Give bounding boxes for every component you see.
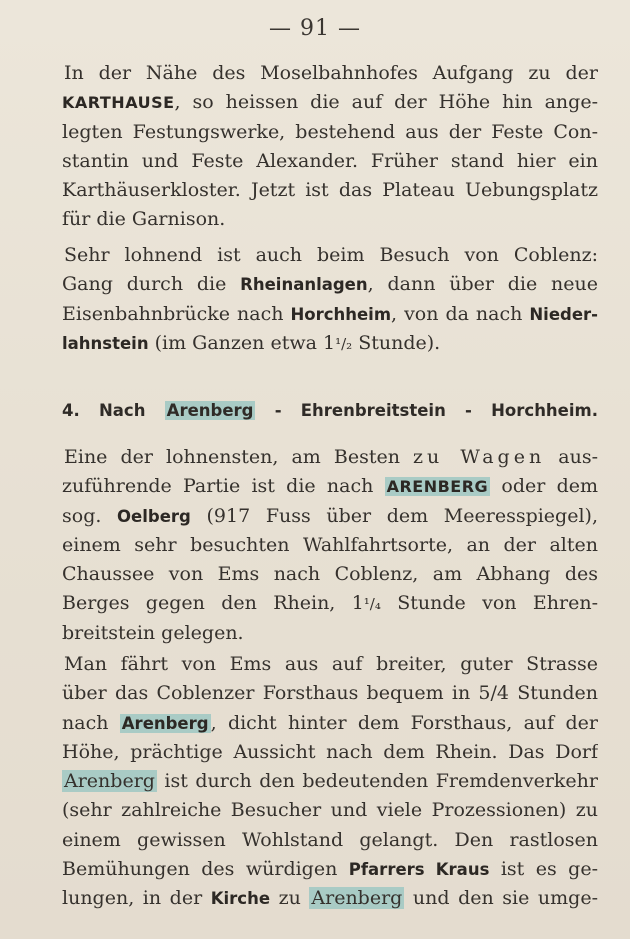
text-line bbox=[62, 118, 598, 147]
text-run: , dann über die neue bbox=[367, 273, 598, 296]
highlighted-term: Arenberg bbox=[166, 401, 254, 420]
place-name-oelberg: Oelberg bbox=[117, 506, 191, 526]
text-run: Gang durch die bbox=[62, 273, 241, 296]
text-run: Sehr lohnend ist auch beim Besuch von Coblenz: bbox=[64, 244, 598, 266]
place-name-kirche: Kirche bbox=[210, 889, 271, 909]
place-name-karthause: KARTHAUSE bbox=[62, 93, 175, 113]
section-heading bbox=[62, 396, 598, 426]
text-line bbox=[62, 300, 598, 329]
text-line bbox=[62, 884, 598, 913]
text-line bbox=[62, 531, 598, 560]
text-run: Stunde). bbox=[352, 331, 441, 354]
text-run: ist durch den bedeutenden Fremdenverkehr bbox=[156, 770, 598, 793]
text-run: legten Festungswerke, bestehend aus der Feste Con- bbox=[62, 120, 598, 143]
text-run: Eine der lohnensten, am Besten bbox=[64, 446, 414, 468]
person-name-kraus: Pfarrers Kraus bbox=[348, 860, 490, 880]
text-line bbox=[62, 205, 598, 234]
text-line bbox=[62, 650, 598, 679]
place-name-horchheim: Horchheim bbox=[290, 304, 392, 324]
text-run: aus- bbox=[545, 446, 598, 468]
text-run: , dicht hinter dem Forsthaus, auf der bbox=[210, 711, 598, 734]
text-run: Man fährt von Ems aus auf breiter, guter Strasse bbox=[64, 653, 598, 675]
highlighted-term: ARENBERG bbox=[386, 477, 489, 497]
place-name-niederlahnstein: Nieder- bbox=[529, 304, 598, 324]
text-run: Bemühungen des würdigen bbox=[62, 858, 349, 881]
highlighted-term: Arenberg bbox=[64, 770, 155, 793]
text-run: (917 Fuss über dem Meeresspiegel), bbox=[190, 504, 598, 527]
text-run: einem sehr besuchten Wahlfahrtsorte, an der alten bbox=[62, 533, 598, 556]
text-run: , so heissen die auf der Höhe hin ange- bbox=[174, 91, 598, 114]
text-run: , von da nach bbox=[391, 302, 530, 325]
text-run: Höhe, prächtige Aussicht nach dem Rhein. Das Dorf bbox=[62, 740, 598, 763]
text-run: Karthäuserkloster. Jetzt ist das Plateau Uebungsplatz bbox=[62, 179, 598, 202]
heading-run: 4. Nach bbox=[62, 401, 165, 420]
text-line bbox=[62, 59, 598, 88]
text-line bbox=[62, 88, 598, 117]
text-run: breitstein gelegen. bbox=[62, 621, 244, 644]
text-line bbox=[62, 241, 598, 270]
text-run: lungen, in der bbox=[62, 887, 211, 910]
text-run: über das Coblenzer Forsthaus bequem in 5/4 Stunden bbox=[62, 682, 598, 705]
paragraph-arenberg-intro bbox=[62, 443, 598, 648]
text-line bbox=[62, 560, 598, 589]
text-run: zuführende Partie ist die nach bbox=[62, 475, 385, 498]
text-line bbox=[62, 329, 598, 358]
text-line bbox=[62, 619, 598, 648]
text-line bbox=[62, 443, 598, 472]
text-line bbox=[62, 589, 598, 618]
text-line bbox=[62, 767, 598, 796]
text-line bbox=[62, 176, 598, 205]
highlighted-term: Arenberg bbox=[311, 887, 403, 910]
text-run: nach bbox=[62, 711, 120, 734]
fraction: ¹/₄ bbox=[363, 595, 381, 614]
emphasis-spaced: zu Wagen bbox=[413, 446, 546, 468]
text-run: stantin und Feste Alexander. Früher stand hier ein bbox=[62, 149, 598, 172]
page-number: — 91 — bbox=[269, 16, 361, 41]
text-run: Stunde von Ehren- bbox=[380, 592, 598, 615]
text-line bbox=[62, 679, 598, 708]
text-line bbox=[62, 826, 598, 855]
place-name-niederlahnstein-end: lahnstein bbox=[62, 333, 149, 353]
text-run: Eisenbahnbrücke nach bbox=[62, 302, 291, 325]
paragraph-coblenz bbox=[62, 241, 598, 358]
text-run: zu bbox=[270, 887, 310, 910]
text-line bbox=[62, 738, 598, 767]
text-line bbox=[62, 796, 598, 825]
text-run: einem gewissen Wohlstand gelangt. Den rastlosen bbox=[62, 828, 598, 851]
text-run: (sehr zahlreiche Besucher und viele Prozessionen) zu bbox=[62, 799, 598, 822]
text-run: In der Nähe des Moselbahnhofes Aufgang zu der bbox=[64, 62, 598, 84]
text-line bbox=[62, 147, 598, 176]
highlighted-term: Arenberg bbox=[121, 713, 209, 733]
fraction: ¹/₂ bbox=[335, 334, 353, 353]
text-line bbox=[62, 709, 598, 738]
text-run: sog. bbox=[62, 504, 118, 527]
text-line bbox=[62, 270, 598, 299]
text-line bbox=[62, 502, 598, 531]
text-run: und den sie umge- bbox=[404, 887, 598, 910]
text-run: (im Ganzen etwa 1 bbox=[148, 331, 336, 354]
text-line bbox=[62, 472, 598, 501]
text-run: Berges gegen den Rhein, 1 bbox=[62, 592, 364, 615]
text-line bbox=[62, 855, 598, 884]
text-run: Chaussee von Ems nach Coblenz, am Abhang des bbox=[62, 563, 598, 586]
paragraph-karthause bbox=[62, 59, 598, 235]
text-run: ist es ge- bbox=[489, 858, 598, 881]
text-run: oder dem bbox=[490, 475, 598, 498]
paragraph-arenberg-route bbox=[62, 650, 598, 914]
heading-run: - Ehrenbreitstein - Horchheim. bbox=[255, 401, 598, 420]
place-name-rheinanlagen: Rheinanlagen bbox=[240, 275, 368, 295]
text-run: für die Garnison. bbox=[62, 208, 226, 231]
